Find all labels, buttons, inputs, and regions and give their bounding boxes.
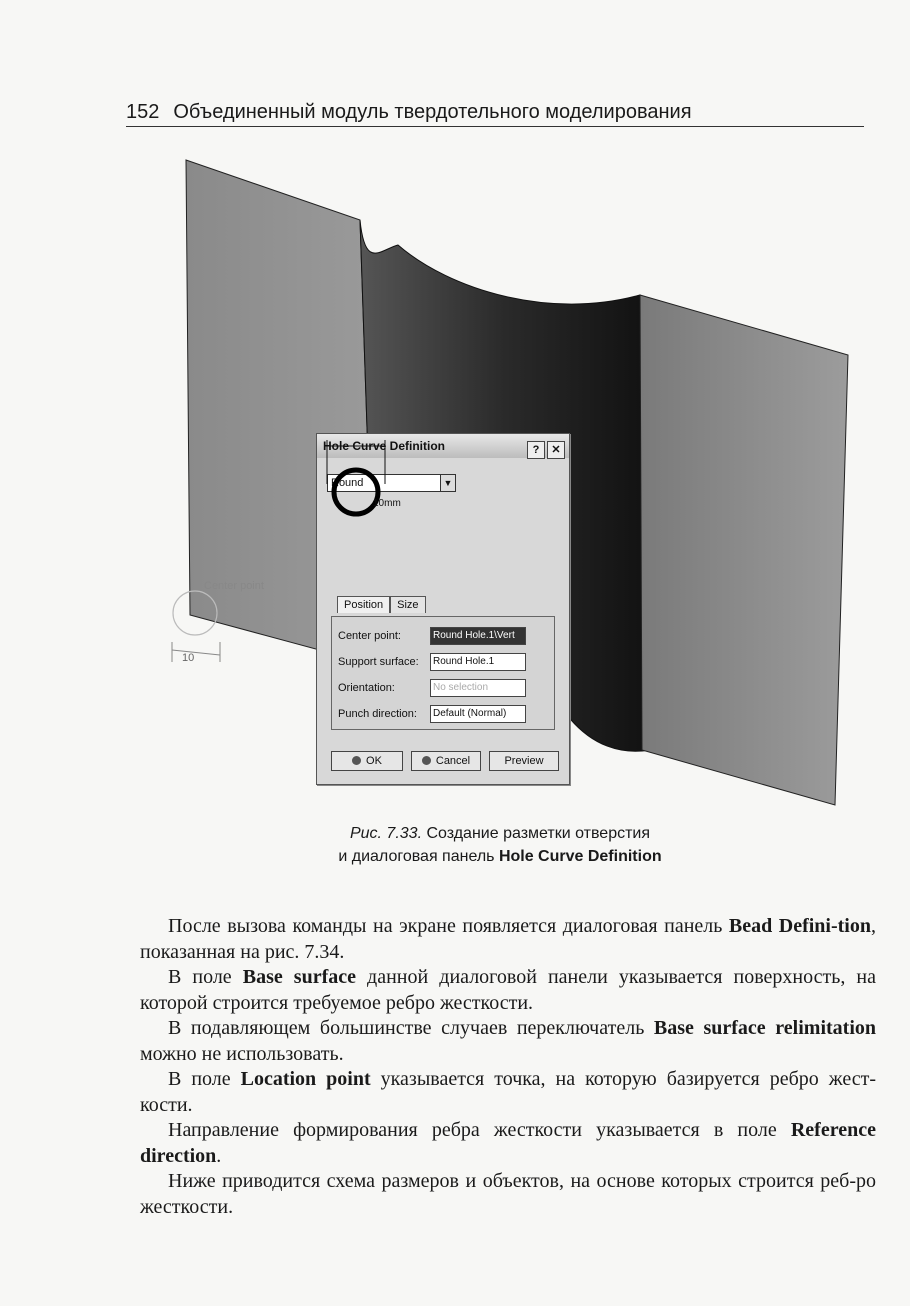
diameter-label: 10mm <box>373 498 401 509</box>
dialog-buttons <box>331 751 557 773</box>
running-header <box>126 98 864 127</box>
support-surface-label: Support surface: <box>338 656 419 668</box>
center-point-annotation: Center point <box>204 580 264 592</box>
caption-dialog-name: Hole Curve Definition <box>498 848 662 865</box>
punch-direction-label: Punch direction: <box>338 708 417 720</box>
punch-direction-field[interactable]: Default (Normal) <box>430 705 526 723</box>
paragraph: Направление формирования ребра жесткости указывается в поле Reference direction. <box>140 1119 876 1167</box>
center-point-row <box>338 627 550 645</box>
dialog-title: Hole Curve Definition <box>323 439 446 453</box>
center-point-label: Center point: <box>338 630 401 642</box>
header-title: Объединенный модуль твердотельного моделирования <box>173 101 692 123</box>
paragraph: Ниже приводится схема размеров и объектов, на основе которых строится реб-ро жесткости. <box>140 1170 876 1218</box>
hole-curve-definition-dialog <box>316 433 570 785</box>
position-panel <box>331 616 555 730</box>
caption-fig-number: Рис. 7.33. <box>349 825 423 842</box>
orientation-row <box>338 679 550 697</box>
cancel-icon <box>422 756 431 765</box>
cancel-button[interactable] <box>411 751 481 771</box>
ok-button[interactable] <box>331 751 403 771</box>
support-surface-row <box>338 653 550 671</box>
hole-type-value: Round <box>331 477 364 489</box>
center-point-field[interactable]: Round Hole.1\Vert <box>430 627 526 645</box>
preview-button[interactable]: Preview <box>489 751 559 771</box>
ok-label: OK <box>366 755 382 767</box>
page-number: 152 <box>126 101 160 123</box>
paragraph: После вызова команды на экране появляется диалоговая панель Bead Defini-tion, показанная на рис. 7.34. <box>140 915 876 963</box>
punch-direction-row <box>338 705 550 723</box>
cancel-label: Cancel <box>435 755 471 767</box>
right-plate <box>640 295 848 805</box>
figure-caption <box>230 822 770 868</box>
paragraph: В подавляющем большинстве случаев переключатель Base surface relimitation можно не использовать. <box>140 1017 876 1065</box>
paragraph: В поле Base surface данной диалоговой панели указывается поверхность, на которой строится требуемое ребро жесткости. <box>140 966 876 1014</box>
caption-line1: Создание разметки отверстия <box>422 825 651 842</box>
chevron-down-icon[interactable]: ▼ <box>440 475 455 491</box>
body-text <box>140 914 876 1220</box>
tab-position[interactable]: Position <box>337 596 390 613</box>
orientation-field[interactable]: No selection <box>430 679 526 697</box>
figure-7-33 <box>120 150 860 810</box>
dimension-annotation: 10 <box>182 652 195 664</box>
ok-icon <box>352 756 361 765</box>
dialog-tabs <box>337 596 426 613</box>
tab-size[interactable]: Size <box>390 596 425 613</box>
orientation-label: Orientation: <box>338 682 395 694</box>
support-surface-field[interactable]: Round Hole.1 <box>430 653 526 671</box>
paragraph: В поле Location point указывается точка, на которую базируется ребро жест-кости. <box>140 1068 876 1116</box>
hole-preview-diagram <box>317 434 407 530</box>
caption-line2: и диалоговая панель <box>338 848 499 865</box>
help-button[interactable]: ? <box>527 441 545 459</box>
close-button[interactable]: ✕ <box>547 441 565 459</box>
